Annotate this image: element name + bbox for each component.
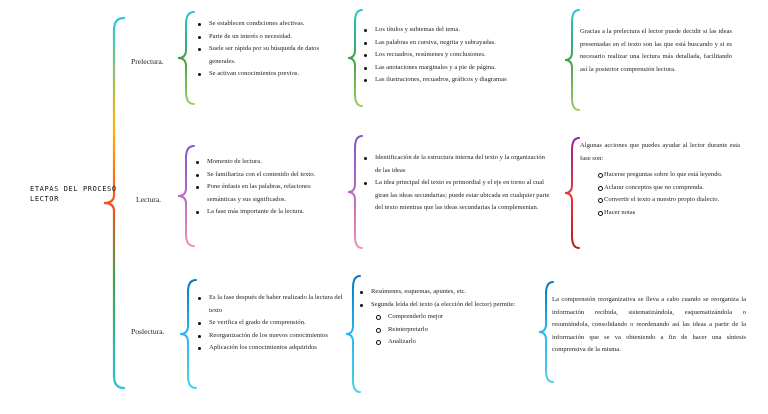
brace-poslectura-3 — [539, 282, 553, 382]
list-item: Se establecen condiciones afectivas. — [196, 18, 338, 31]
lectura-elements — [362, 152, 550, 215]
list-item: La idea principal del texto es primordial y el eje en torno al cual giran las ideas secundarias; puede estar ubicada en cualquier parte del texto mientras que las ideas secundarias la complementan. — [362, 177, 550, 215]
note-text: La comprensión reorganizativa se lleva a cabo cuando se reorganiza la información recibida, sistematizándola, esquematizándola o resumiéndola, consolidando o reordenando así las ideas a partir de la información que se va obteniendo a fin de hacer una síntesis comprensiva de la misma. — [552, 296, 746, 354]
root-title: ETAPAS DEL PROCESO LECTOR — [30, 185, 117, 203]
sub-list-item: Analizarlo — [358, 336, 518, 349]
list-item: Las anotaciones marginales y a pie de página. — [362, 62, 540, 75]
list-item: Las palabras en cursiva, negrita y subrayadas. — [362, 37, 540, 50]
list-item: Pone énfasis en las palabras, relaciones semánticas y sus significados. — [194, 181, 336, 206]
poslectura-note — [552, 294, 746, 357]
list-item: Se activan conocimientos previos. — [196, 68, 338, 81]
list-item: Momento de lectura. — [194, 156, 336, 169]
brace-lectura-3 — [565, 138, 579, 248]
list-item: Resúmenes, esquemas, apuntes, etc. — [358, 286, 518, 299]
list-item: Los títulos y subtemas del tema. — [362, 24, 540, 37]
list-item: Se verifica el grado de comprensión. — [196, 317, 344, 330]
stage-label-lectura: Lectura. — [136, 195, 162, 204]
list-item: Las ilustraciones, recuadros, gráficos y diagramas — [362, 74, 540, 87]
lectura-characteristics — [194, 156, 336, 219]
prelectura-note — [580, 26, 732, 76]
list-item: Hacer notas — [580, 207, 740, 220]
sub-list-item: Comprenderlo mejor — [358, 311, 518, 324]
brace-prelectura-2 — [348, 10, 362, 106]
note-text: Gracias a la prelectura el lector puede decidir si las ideas presentadas en el texto son las que está buscando y si es necesario realizar una lectura más detallada, facilitando así la posterior comprensión lectora. — [580, 28, 732, 73]
list-item: Identificación de la estructura interna del texto y la organización de las ideas — [362, 152, 550, 177]
stage-label-prelectura: Prelectura. — [131, 57, 164, 66]
list-item: Reorganización de los nuevos conocimientos — [196, 330, 344, 343]
list-item: Parte de un interés o necesidad. — [196, 31, 338, 44]
list-item: Segunda leída del texto (a elección del lector) permite: — [358, 299, 518, 312]
sub-list-item: Reinterpretarlo — [358, 324, 518, 337]
brace-prelectura-1 — [178, 12, 194, 104]
actions-intro: Algunas acciones que puedes ayudar al lector durante esta fase son: — [580, 142, 740, 162]
list-item: Los recuadros, resúmenes y conclusiones. — [362, 49, 540, 62]
list-item: Convertir el texto a nuestro propio dialecto. — [580, 194, 740, 207]
brace-poslectura-1 — [180, 280, 196, 388]
list-item: Aclarar conceptos que no comprenda. — [580, 182, 740, 195]
list-item: Aplicación los conocimientos adquiridos — [196, 342, 344, 355]
stage-label-poslectura: Poslectura. — [131, 327, 165, 336]
prelectura-elements — [362, 24, 540, 87]
list-item: Es la fase después de haber realizado la lectura del texto — [196, 292, 344, 317]
lectura-actions — [580, 140, 740, 220]
brace-prelectura-3 — [565, 10, 579, 110]
prelectura-characteristics — [196, 18, 338, 81]
poslectura-characteristics — [196, 292, 344, 355]
list-item: La fase más importante de la lectura. — [194, 206, 336, 219]
brace-lectura-2 — [348, 136, 362, 248]
poslectura-elements — [358, 286, 518, 349]
list-item: Se familiariza con el contenido del texto. — [194, 169, 336, 182]
brace-lectura-1 — [178, 146, 194, 246]
list-item: Hacerse preguntas sobre lo que está leyendo. — [580, 169, 740, 182]
list-item: Suele ser rápida por su búsqueda de datos generales. — [196, 43, 338, 68]
